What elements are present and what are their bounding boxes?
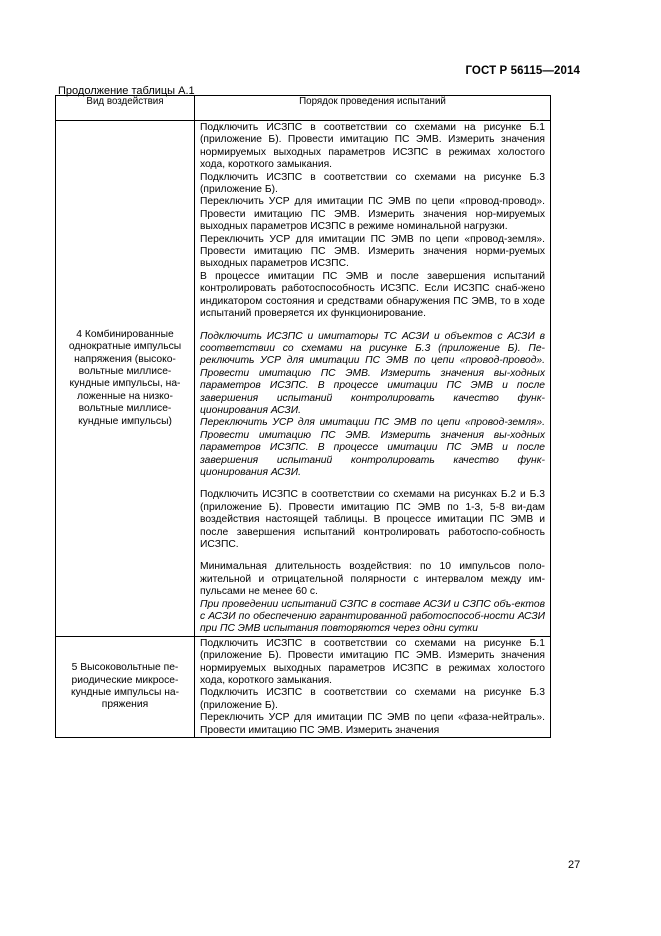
procedure-paragraph: Подключить ИСЗПС в соответствии со схемами на рисунке Б.1 (приложение Б). Провести имитацию ПС ЭМВ. Измерить значения нормируемых выходных параметров ИСЗПС в режимах холостого хода, короткого замыкания. bbox=[200, 637, 545, 687]
impact-type-cell: 4 Комбинированные однократные импульсы напряжения (высоко-вольтные миллисе-кундные импульсы, на-ложенные на низко-вольтные миллисе-кундные импульсы) bbox=[56, 121, 195, 637]
procedure-paragraph: Минимальная длительность воздействия: по 10 импульсов поло-жительной и отрицательной полярности с интервалом между им-пульсами не менее 60 с. bbox=[200, 561, 545, 598]
test-procedure-table bbox=[55, 95, 551, 738]
procedure-paragraph-italic: Переключить УСР для имитации ПС ЭМВ по цепи «провод-земля». Провести имитацию ПС ЭМВ. Измерить значения вы-ходных параметров ИСЗПС. В процессе имитации ПС ЭМВ и после завершения испытаний контролировать качество функ-ционирования АСЗИ. bbox=[200, 417, 545, 478]
table-continuation-caption: Продолжение таблицы А.1 bbox=[58, 85, 195, 97]
standard-designation: ГОСТ Р 56115—2014 bbox=[465, 65, 580, 77]
procedure-cell bbox=[195, 636, 551, 737]
procedure-paragraph: Подключить ИСЗПС в соответствии со схемами на рисунке Б.3 (приложение Б). bbox=[200, 171, 545, 196]
page-number: 27 bbox=[568, 859, 581, 871]
procedure-paragraph-italic: При проведении испытаний СЗПС в составе АСЗИ и СЗПС объ-ектов с АСЗИ по обеспечению гарантированной работоспособ-ности АСЗИ при ПС ЭМВ испытания повторяются через одни сутки bbox=[200, 598, 545, 635]
procedure-paragraph: Подключить ИСЗПС в соответствии со схемами на рисунках Б.2 и Б.3 (приложение Б). Провести имитацию ПС ЭМВ по 1-3, 5-8 ви-дам воздействия настоящей таблицы. В процессе имитации ПС ЭМВ и после завершения испытаний контролировать работоспо-собность ИСЗПС. bbox=[200, 489, 545, 550]
table-row bbox=[56, 121, 551, 637]
column-header-impact-type: Вид воздействия bbox=[56, 96, 195, 121]
column-header-test-procedure: Порядок проведения испытаний bbox=[195, 96, 551, 121]
procedure-paragraph: Переключить УСР для имитации ПС ЭМВ по цепи «провод-провод». Провести имитацию ПС ЭМВ. Измерить значения нор-мируемых выходных параметров ИСЗПС в режиме номинальной нагрузки. bbox=[200, 196, 545, 233]
procedure-paragraph: Переключить УСР для имитации ПС ЭМВ по цепи «провод-земля». Провести имитацию ПС ЭМВ. Измерить значения норми-руемых выходных параметров ИСЗПС. bbox=[200, 233, 545, 270]
procedure-paragraph: Переключить УСР для имитации ПС ЭМВ по цепи «фаза-нейтраль». Провести имитацию ПС ЭМВ. Измерить значения bbox=[200, 712, 545, 736]
table-row bbox=[56, 636, 551, 737]
procedure-paragraph: Подключить ИСЗПС в соответствии со схемами на рисунке Б.3 (приложение Б). bbox=[200, 687, 545, 711]
impact-type-cell: 5 Высоковольтные пе-риодические микросе-кундные импульсы на-пряжения bbox=[56, 636, 195, 737]
procedure-paragraph: В процессе имитации ПС ЭМВ и после завершения испытаний контролировать работоспособность ИСЗПС. Если ИСЗПС снаб-жено индикатором состояния и средствами обнаружения ПС ЭМВ, то в ходе испытаний проверяется их функционирование. bbox=[200, 270, 545, 320]
procedure-paragraph-italic: Подключить ИСЗПС и имитаторы ТС АСЗИ и объектов с АСЗИ в соответствии со схемами на рисунке Б.3 (приложение Б). Пе-реключить УСР для имитации ПС ЭМВ по цепи «провод-провод». Провести имитацию ПС ЭМВ. Измерить значения вы-ходных параметров ИСЗПС. В процессе имитации ПС ЭМВ и после завершения испытаний контролировать качество функ-ционирования АСЗИ. bbox=[200, 330, 545, 416]
procedure-paragraph: Подключить ИСЗПС в соответствии со схемами на рисунке Б.1 (приложение Б). Провести имитацию ПС ЭМВ. Измерить значения нормируемых выходных параметров ИСЗПС в режимах холостого хода, короткого замыкания. bbox=[200, 122, 545, 171]
procedure-cell bbox=[195, 121, 551, 637]
table-header-row bbox=[56, 96, 551, 121]
